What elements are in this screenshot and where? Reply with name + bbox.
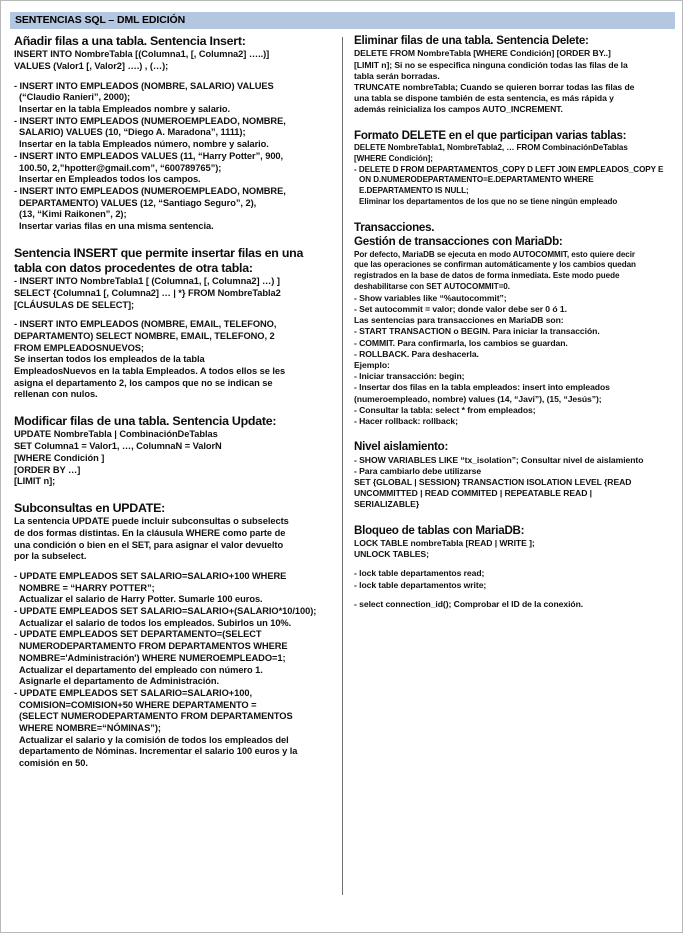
heading-locking: Bloqueo de tablas con MariaDB: [354, 523, 525, 537]
example-line: SALARIO) VALUES (10, “Diego A. Maradona”, 1111); [19, 127, 246, 138]
heading-subqueries: Subconsultas en UPDATE: [14, 500, 165, 515]
transactions-commands [354, 293, 678, 427]
example-line: Se insertan todos los empleados de la tabla [14, 354, 205, 365]
example-line: NOMBRE='Administración') WHERE NUMEROEMPLEADO=1; [19, 652, 286, 663]
description-line: de dos formas distintas. En la cláusula WHERE como parte de [14, 527, 286, 538]
isolation-line: UNCOMMITTED | READ COMMITED | REPEATABLE READ | [354, 488, 593, 499]
example-line: NUMERODEPARTAMENTO FROM DEPARTAMENTOS WHERE [19, 641, 288, 652]
example-line: Actualizar el departamento del empleado con número 1. [19, 664, 263, 675]
example-line: - UPDATE EMPLEADOS SET DEPARTAMENTO=(SELECT [14, 629, 262, 640]
isolation-line: SET {GLOBAL | SESSION} TRANSACTION ISOLATION LEVEL {READ [354, 477, 632, 488]
isolation-lines [354, 455, 678, 511]
example-label: Ejemplo: [354, 360, 390, 371]
delete-line: DELETE FROM NombreTabla [WHERE Condición] [ORDER BY..] [354, 48, 611, 59]
delete-line: TRUNCATE nombreTabla; Cuando se quieren borrar todas las filas de [354, 82, 635, 93]
syntax-line: UNLOCK TABLES; [354, 549, 429, 560]
example-line: Insertar en Empleados todos los campos. [19, 174, 201, 185]
example-line: DEPARTAMENTO) VALUES (12, “Santiago Seguro”, 2), [19, 197, 257, 208]
insert-syntax [14, 49, 330, 72]
example-line: - lock table departamentos write; [354, 579, 487, 590]
locking-examples [354, 568, 678, 590]
intro-line: que las operaciones se confirman automáticamente y los cambios quedan [354, 260, 636, 270]
example-line: asigna el departamento 2, los campos que no se indican se [14, 377, 273, 388]
example-line: 100.50, 2,”hpotter@gmail.com”, “600789765”); [19, 162, 222, 173]
example-line: - INSERT INTO EMPLEADOS (NOMBRE, SALARIO) VALUES [14, 80, 274, 91]
command-line: Las sentencias para transacciones en MariaDB son: [354, 315, 564, 326]
command-line: - START TRANSACTION o BEGIN. Para iniciar la transacción. [354, 326, 600, 337]
syntax-line: [CLÁUSULAS DE SELECT]; [14, 299, 135, 310]
example-line: WHERE NOMBRE=“NÓMINAS”); [19, 723, 161, 734]
delete-multi-example [354, 165, 678, 208]
example-line: comisión en 50. [19, 758, 88, 769]
intro-line: registrados en la base de datos de forma inmediata. Este modo puede [354, 271, 620, 281]
example-line: - INSERT INTO EMPLEADOS (NOMBRE, EMAIL, TELEFONO, [14, 319, 277, 330]
description-line: una condición o bien en el SET, para asignar el valor devuelto [14, 539, 284, 550]
delete-line: tabla serán borradas. [354, 70, 440, 81]
example-line: - Hacer rollback: rollback; [354, 416, 458, 427]
heading-delete: Eliminar filas de una tabla. Sentencia Delete: [354, 34, 589, 47]
locking-connection: - select connection_id(); Comprobar el ID de la conexión. [354, 598, 584, 609]
delete-lines [354, 48, 678, 115]
command-line: - Set autocommit = valor; donde valor debe ser 0 ó 1. [354, 304, 567, 315]
example-line: (SELECT NUMERODEPARTAMENTO FROM DEPARTAMENTOS [19, 711, 293, 722]
transactions-intro [354, 250, 678, 293]
update-syntax [14, 429, 330, 488]
example-line: - UPDATE EMPLEADOS SET SALARIO=SALARIO+(SALARIO*10/100); [14, 606, 317, 617]
example-line: (13, “Kimi Raikonen”, 2); [19, 209, 127, 220]
subqueries-examples [14, 571, 330, 770]
example-line: - DELETE D FROM DEPARTAMENTOS_COPY D LEFT JOIN EMPLEADOS_COPY E [354, 164, 664, 174]
example-line: - lock table departamentos read; [354, 568, 485, 579]
example-line: rellenan con nulos. [14, 389, 98, 400]
syntax-line: [LIMIT n]; [14, 476, 56, 487]
syntax-line: SELECT {Columna1 [, Columna2] … | *} FROM NombreTabla2 [14, 287, 281, 298]
command-line: - COMMIT. Para confirmarla, los cambios se guardan. [354, 337, 568, 348]
heading-transactions: Transacciones. [354, 220, 435, 234]
insert-syntax-line: INSERT INTO NombreTabla [(Columna1, [, Columna2] …..)] [14, 49, 270, 60]
document-title-banner [10, 12, 675, 29]
example-line: - Iniciar transacción: begin; [354, 371, 465, 382]
example-line: Eliminar los departamentos de los que no se tiene ningún empleado [359, 197, 618, 207]
left-column [1, 34, 342, 770]
example-line: - Consultar la tabla: select * from empleados; [354, 404, 536, 415]
syntax-line: [WHERE Condición ] [14, 452, 105, 463]
delete-multi-syntax [354, 143, 678, 165]
example-line: - INSERT INTO EMPLEADOS VALUES (11, “Harry Potter”, 900, [14, 150, 284, 161]
heading-isolation: Nivel aislamiento: [354, 440, 449, 454]
isolation-line: SERIALIZABLE} [354, 499, 420, 510]
heading-update: Modificar filas de una tabla. Sentencia Update: [14, 414, 277, 429]
example-line: DEPARTAMENTO) SELECT NOMBRE, EMAIL, TELEFONO, 2 [14, 330, 275, 341]
intro-line: Por defecto, MariaDB se ejecuta en modo AUTOCOMMIT, esto quiere decir [354, 249, 636, 259]
example-line: - Insertar dos filas en la tabla empleados: insert into empleados [354, 382, 610, 393]
example-line: - UPDATE EMPLEADOS SET SALARIO=SALARIO+100, [14, 687, 252, 698]
syntax-line: - INSERT INTO NombreTabla1 [ (Columna1, [, Columna2] …) ] [14, 276, 280, 287]
example-line: Actualizar el salario y la comisión de todos los empleados del [19, 734, 289, 745]
syntax-line: LOCK TABLE nombreTabla [READ | WRITE ]; [354, 538, 535, 549]
example-line: NOMBRE = “HARRY POTTER”; [19, 582, 155, 593]
content-columns [1, 34, 683, 770]
insert-syntax-line: VALUES (Valor1 [, Valor2] ….) , (…); [14, 60, 169, 71]
example-line: Insertar varias filas en una misma sentencia. [19, 221, 214, 232]
heading-delete-multi: Formato DELETE en el que participan varias tablas: [354, 128, 627, 142]
example-line: - INSERT INTO EMPLEADOS (NUMEROEMPLEADO, NOMBRE, [14, 115, 286, 126]
example-line: FROM EMPLEADOSNUEVOS; [14, 342, 144, 353]
syntax-line: [WHERE Condición]; [354, 153, 433, 163]
insert-examples [14, 81, 330, 233]
example-line: Actualizar el salario de todos los empleados. Subirlos un 10%. [19, 617, 292, 628]
heading-insert-select: Sentencia INSERT que permite insertar filas en una tabla con datos procedentes de otra tabla: [14, 245, 304, 275]
syntax-line: SET Columna1 = Valor1, …, ColumnaN = ValorN [14, 441, 222, 452]
example-line: EmpleadosNuevos en la tabla Empleados. A todos ellos se les [14, 366, 286, 377]
subqueries-description [14, 516, 330, 563]
example-line: Asignarle el departamento de Administración. [19, 676, 220, 687]
example-line: Insertar en la tabla Empleados nombre y salario. [19, 104, 231, 115]
syntax-line: DELETE NombreTabla1, NombreTabla2, … FROM CombinaciónDeTablas [354, 143, 628, 153]
example-line: ON D.NUMERODEPARTAMENTO=E.DEPARTAMENTO WHERE [359, 175, 594, 185]
delete-line: [LIMIT n]; Si no se especifica ninguna condición todas las filas de la [354, 59, 628, 70]
command-line: - Show variables like “%autocommit”; [354, 292, 507, 303]
example-line: (“Claudio Ranieri”, 2000); [19, 92, 131, 103]
locking-syntax [354, 538, 678, 560]
right-column [342, 34, 683, 770]
delete-line: una tabla se dispone también de esta sentencia, es más rápida y [354, 93, 614, 104]
isolation-line: - SHOW VARIABLES LIKE “tx_isolation”; Consultar nivel de aislamiento [354, 454, 644, 465]
description-line: por la subselect. [14, 551, 87, 562]
description-line: La sentencia UPDATE puede incluir subconsultas o subselects [14, 516, 289, 527]
heading-transactions-mariadb: Gestión de transacciones con MariaDb: [354, 235, 563, 249]
insert-select-syntax [14, 276, 330, 311]
example-line: COMISION=COMISION+50 WHERE DEPARTAMENTO = [19, 699, 257, 710]
example-line: E.DEPARTAMENTO IS NULL; [359, 186, 469, 196]
example-line: (numeroempleado, nombre) values (14, “Javi”), (15, “Jesús”); [354, 393, 602, 404]
syntax-line: UPDATE NombreTabla | CombinaciónDeTablas [14, 429, 218, 440]
heading-insert: Añadir filas a una tabla. Sentencia Insert: [14, 34, 246, 48]
insert-select-example [14, 319, 330, 401]
delete-line: además reinicializa los campos AUTO_INCREMENT. [354, 104, 563, 115]
example-line: Actualizar el salario de Harry Potter. Sumarle 100 euros. [19, 594, 263, 605]
command-line: - ROLLBACK. Para deshacerla. [354, 348, 479, 359]
intro-line: deshabilitarse con SET AUTOCOMMIT=0. [354, 282, 510, 292]
syntax-line: [ORDER BY …] [14, 464, 81, 475]
example-line: - UPDATE EMPLEADOS SET SALARIO=SALARIO+100 WHERE [14, 570, 287, 581]
example-line: departamento de Nóminas. Incrementar el salario 100 euros y la [19, 746, 298, 757]
document-title: SENTENCIAS SQL – DML EDICIÓN [15, 14, 186, 26]
example-line: Insertar en la tabla Empleados número, nombre y salario. [19, 139, 269, 150]
example-line: - INSERT INTO EMPLEADOS (NUMEROEMPLEADO, NOMBRE, [14, 185, 286, 196]
isolation-line: - Para cambiarlo debe utilizarse [354, 465, 482, 476]
